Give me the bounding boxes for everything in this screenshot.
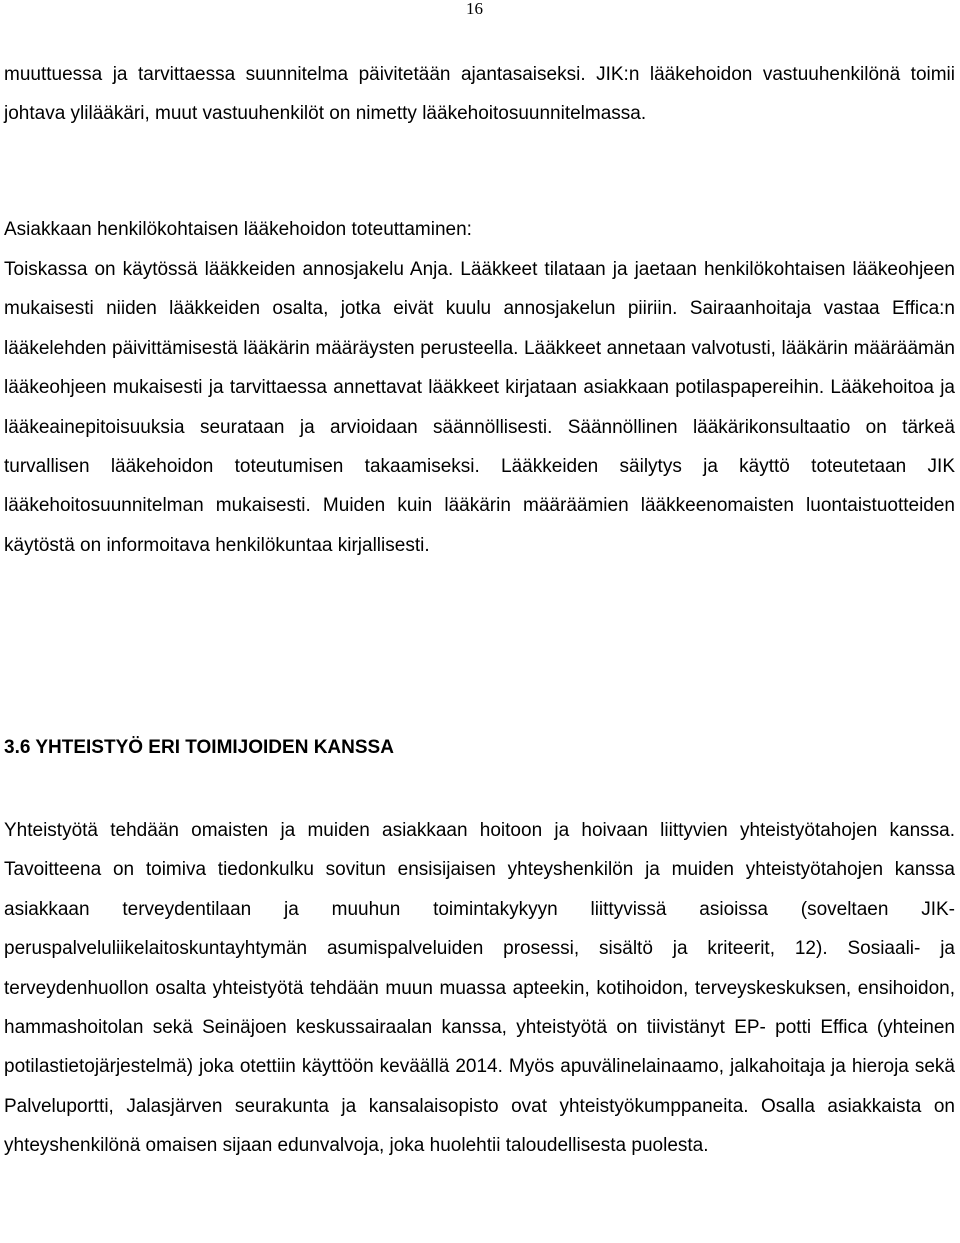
page-number: 16 bbox=[466, 0, 483, 18]
paragraph-medication-plan-update: muuttuessa ja tarvittaessa suunnitelma päivitetään ajantasaiseksi. JIK:n lääkehoidon vastuuhenkilönä toimii johtava ylilääkäri, muut vastuuhenkilöt on nimetty lääkehoitosuunnitelmassa. bbox=[4, 64, 955, 125]
paragraph-cooperation: Yhteistyötä tehdään omaisten ja muiden asiakkaan hoitoon ja hoivaan liittyvien yhteistyötahojen kanssa. Tavoitteena on toimiva tiedonkulku sovitun ensisijaisen yhteyshenkilön ja muiden yhteistyötahojen kanssa asiakkaan terveydentilaan ja muuhun toimintakykyyn liittyvissä asioissa (soveltaen JIK-peruspalveluliikelaitoskuntayhtymän asumispalveluiden prosessi, sisältö ja kriteerit, 12). Sosiaali- ja terveydenhuollon osalta yhteistyötä tehdään muun muassa apteekin, kotihoidon, terveyskeskuksen, ensihoidon, hammashoitolan sekä Seinäjoen keskussairaalan kanssa, yhteistyötä on tiivistänyt EP- potti Effica (yhteinen potilastietojärjestelmä) joka otettiin käyttöön keväällä 2014. Myös apuvälinelainaamo, jalkahoitaja ja hieroja sekä Palveluportti, Jalasjärven seurakunta ja kansalaisopisto ovat yhteistyökumppaneita. Osalla asiakkaista on yhteyshenkilönä omaisen sijaan edunvalvoja, joka huolehtii taloudellisesta puolesta. bbox=[4, 820, 955, 1157]
subheading-personal-medication: Asiakkaan henkilökohtaisen lääkehoidon toteuttaminen: bbox=[4, 219, 472, 240]
paragraph-medication-implementation: Toiskassa on käytössä lääkkeiden annosjakelu Anja. Lääkkeet tilataan ja jaetaan henkilökohtaisen lääkeohjeen mukaisesti niiden lääkkeiden osalta, jotka eivät kuulu annosjakelun piiriin. Sairaanhoitaja vastaa Effica:n lääkelehden päivittämisestä lääkärin määräysten perusteella. Lääkkeet annetaan valvotusti, lääkärin määräämän lääkeohjeen mukaisesti ja tarvittaessa annettavat lääkkeet kirjataan asiakkaan potilaspapereihin. Lääkehoitoa ja lääkeainepitoisuuksia seurataan ja arvioidaan säännöllisesti. Säännöllinen lääkärikonsultaatio on tärkeä turvallisen lääkehoidon toteutumisen takaamiseksi. Lääkkeiden säilytys ja käyttö toteutetaan JIK lääkehoitosuunnitelman mukaisesti. Muiden kuin lääkärin määräämien lääkkeenomaisten luontaistuotteiden käytöstä on informoitava henkilökuntaa kirjallisesti. bbox=[4, 259, 955, 556]
section-heading-cooperation: 3.6 YHTEISTYÖ ERI TOIMIJOIDEN KANSSA bbox=[4, 737, 394, 758]
